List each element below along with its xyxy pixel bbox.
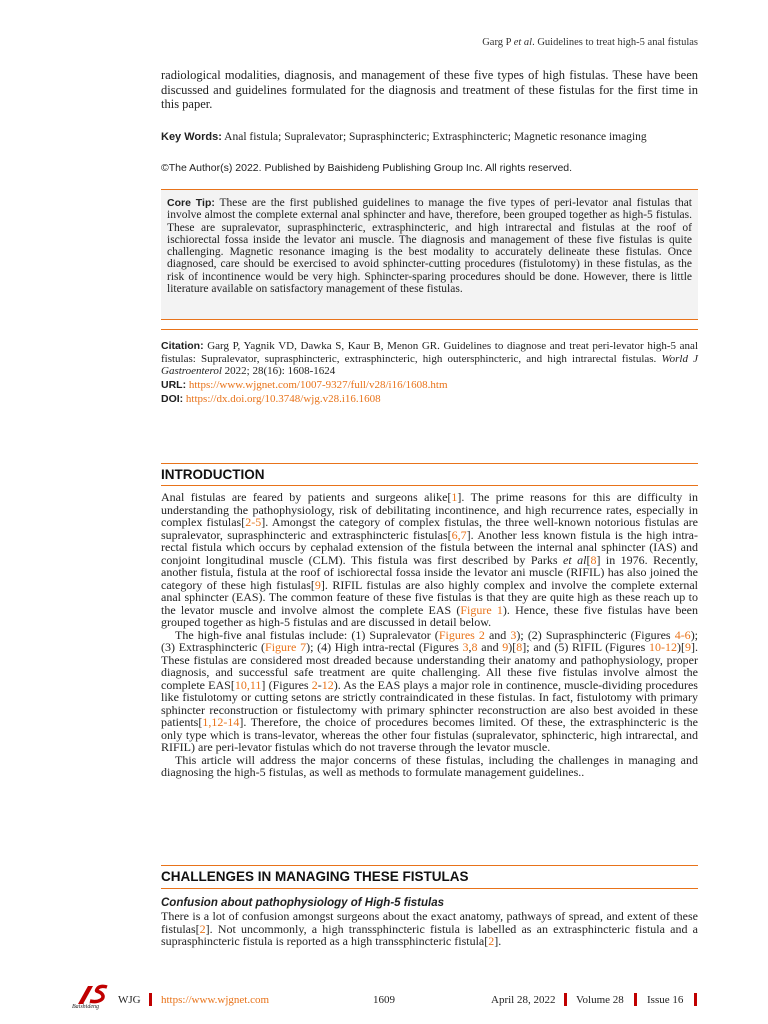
figure-link[interactable]: 9 (502, 640, 509, 654)
ref-link[interactable]: 6,7 (451, 527, 467, 542)
citation-top-rule (161, 329, 698, 330)
ref-link[interactable]: 1,12-14 (202, 715, 240, 729)
abstract-tail: radiological modalities, diagnosis, and management of these five types of high fistulas. These have been discussed and guidelines formulated for the diagnosis and treatment of these fistulas for the first time in this paper. (161, 68, 698, 111)
ref-link[interactable]: 2 (199, 921, 206, 936)
ref-link[interactable]: 8 (590, 552, 597, 567)
challenges-paragraph-1: There is a lot of confusion amongst surgeons about the exact anatomy, pathways of spread, and extent of these fistulas[2]. Not uncommonly, a high transsphincteric fistula is labelled as an extrasphincteric fistula and a suprasphincteric fistula is reported as a high transsphincteric fistula[2]. (161, 909, 698, 948)
footer-divider (564, 993, 567, 1006)
baishideng-logo-mark-icon (72, 984, 110, 1006)
figure-link[interactable]: Figure 1 (460, 602, 503, 617)
citation-block: Citation: Garg P, Yagnik VD, Dawka S, Kaur B, Menon GR. Guidelines to diagnose and treat peri-levator high-5 anal fistulas: Supralevator, suprasphincteric, extrasphincteric, high outersphincteric, and high intrarectal fistulas. World J Gastroenterol 2022; 28(16): 1608-1624 URL: https://www.wjgnet.com/1007-9327/full/v28/i16/1608.htm DOI: https://dx.doi.org/10.3748/wjg.v28.i16.1608 (161, 340, 698, 405)
core-tip-box (161, 189, 698, 320)
introduction-heading: INTRODUCTION (161, 467, 265, 482)
intro-bottom-rule (161, 485, 698, 486)
footer-volume: Volume 28 (576, 994, 624, 1006)
challenges-heading: CHALLENGES IN MANAGING THESE FISTULAS (161, 869, 469, 884)
intro-paragraph-1: Anal fistulas are feared by patients and surgeons alike[1]. The prime reasons for this are difficulty in understanding the pathophysiology, risk of debilitating incontinence, and high recurrence rates, especially in complex fistulas[2-5]. Amongst the category of complex fistulas, the three well-known notorious fistulas are supralevator, suprasphincteric and extrasphincteric fistulas[6,7]. Another less known fistula is the high intra-rectal fistula which occurs by cephalad extension of the fistula between the internal anal sphincter (IAS) and conjoint longitudinal muscle (CLM). This fistula was first described by Parks et al[8] in 1976. Recently, another fistula, fistula at the roof of ischiorectal fossa inside the levator ani muscle (RIFIL) has also joined the category of these high fistulas[9]. RIFIL fistulas are also highly complex and involve the complete external anal sphincter (EAS). The common feature of these five fistulas is that they are quite high as these reach up to the levator muscle and involve almost the complete EAS (Figure 1). Hence, these five fistulas have been grouped together as high-5 fistulas and are discussed in detail below. (161, 490, 699, 629)
challenges-subheading: Confusion about pathophysiology of High-5 fistulas (161, 897, 445, 909)
keywords: Key Words: Anal fistula; Supralevator; Suprasphincteric; Extrasphincteric; Magnetic resonance imaging (161, 131, 647, 143)
ref-link[interactable]: 10,11 (234, 677, 262, 692)
footer-divider (634, 993, 637, 1006)
page-footer (0, 992, 768, 1012)
citation-doi-link[interactable]: https://dx.doi.org/10.3748/wjg.v28.i16.1608 (185, 392, 381, 405)
footer-url-link[interactable]: https://www.wjgnet.com (161, 994, 270, 1006)
copyright: ©The Author(s) 2022. Published by Baishideng Publishing Group Inc. All rights reserved. (161, 162, 573, 174)
figure-link[interactable]: 10-12 (649, 640, 677, 654)
footer-date: April 28, 2022 (491, 994, 556, 1006)
ref-link[interactable]: 2 (488, 934, 495, 948)
ref-link[interactable]: 9 (685, 640, 691, 654)
figure-link[interactable]: 8 (471, 640, 478, 654)
intro-top-rule (161, 463, 698, 464)
intro-paragraph-2: The high-five anal fistulas include: (1) Supralevator (Figures 2 and 3); (2) Suprasphincteric (Figures 4-6); (3) Extrasphincteric (Figure 7); (4) High intra-rectal (Figures 3,8 and 9)[8]; and (5) RIFIL (Figures 10-12)[9]. These fistulas are considered most dreaded because understanding their anatomy and pathophysiology, proper diagnosis, and successful safe treatment are quite challenging. All these five fistulas involve almost the complete EAS[10,11] (Figures 2-12). As the EAS plays a major role in continence, muscle-dividing procedures like fistulotomy or cutting setons are strictly contraindicated in these fistulas. In fact, fistulotomy with primary sphincter reconstruction or fistulectomy with primary sphincter reconstruction are also best avoided in these patients[1,12-14]. Therefore, the choice of procedures becomes limited. Of these, the extrasphincteric is the only type which is trans-levator, whereas the other four fistulas (supralevator, sphincteric, high intrarectal, and RIFIL) are peri-levator fistulas which do not traverse through the levator muscle. (161, 627, 699, 754)
running-head: Garg P et al. Guidelines to treat high-5 anal fistulas (482, 37, 698, 48)
figure-link[interactable]: Figure 7 (265, 640, 307, 654)
figure-link[interactable]: 2 (311, 677, 318, 692)
figure-link[interactable]: 4-6 (674, 627, 691, 642)
figure-link[interactable]: 12 (321, 677, 334, 692)
footer-divider (149, 993, 152, 1006)
footer-page-number: 1609 (373, 994, 395, 1006)
baishideng-logo (72, 984, 110, 1014)
ref-link[interactable]: 8 (516, 640, 523, 654)
footer-divider (694, 993, 697, 1006)
challenges-bottom-rule (161, 888, 698, 889)
ref-link[interactable]: 2-5 (245, 515, 262, 529)
figure-link[interactable]: Figures 2 (438, 627, 485, 642)
footer-issue: Issue 16 (647, 994, 684, 1006)
intro-paragraph-3: This article will address the major concerns of these fistulas, including the challenges in managing and diagnosing the high-5 fistulas, as well as methods to formulate management guidelines.. (161, 752, 698, 779)
figure-link[interactable]: 3 (462, 640, 469, 654)
challenges-body (161, 896, 698, 948)
ref-link[interactable]: 1 (451, 490, 458, 504)
challenges-top-rule (161, 865, 698, 866)
figure-link[interactable]: 3 (510, 627, 517, 642)
core-tip-text: Core Tip: These are the first published guidelines to manage the five types of peri-levator anal fistulas that involve almost the complete external anal sphincter and have, therefore, been grouped together as high-5 fistulas. These are supralevator, suprasphincteric, extrasphincteric, and high intrarectal and fistulas at the roof of ischiorectal fossa inside the levator ani muscle. The diagnosis and management of these five fistulas is quite challenging. Magnetic resonance imaging is the best modality to accurately delineate these fistulas. Once diagnosed, care should be exercised to avoid sphincter-cutting procedures (fistulotomy) in these fistulas, as the risk of incontinence would be very high. Sphincter-sparing procedures should be done. However, there is little literature available on satisfactory management of these fistulas. (167, 197, 692, 296)
citation-url-link[interactable]: https://www.wjgnet.com/1007-9327/full/v28/i16/1608.htm (188, 378, 448, 391)
footer-journal: WJG (118, 994, 141, 1006)
ref-link[interactable]: 9 (314, 577, 321, 592)
logo-wordmark: Baishideng (72, 1004, 99, 1010)
introduction-body (161, 491, 698, 779)
